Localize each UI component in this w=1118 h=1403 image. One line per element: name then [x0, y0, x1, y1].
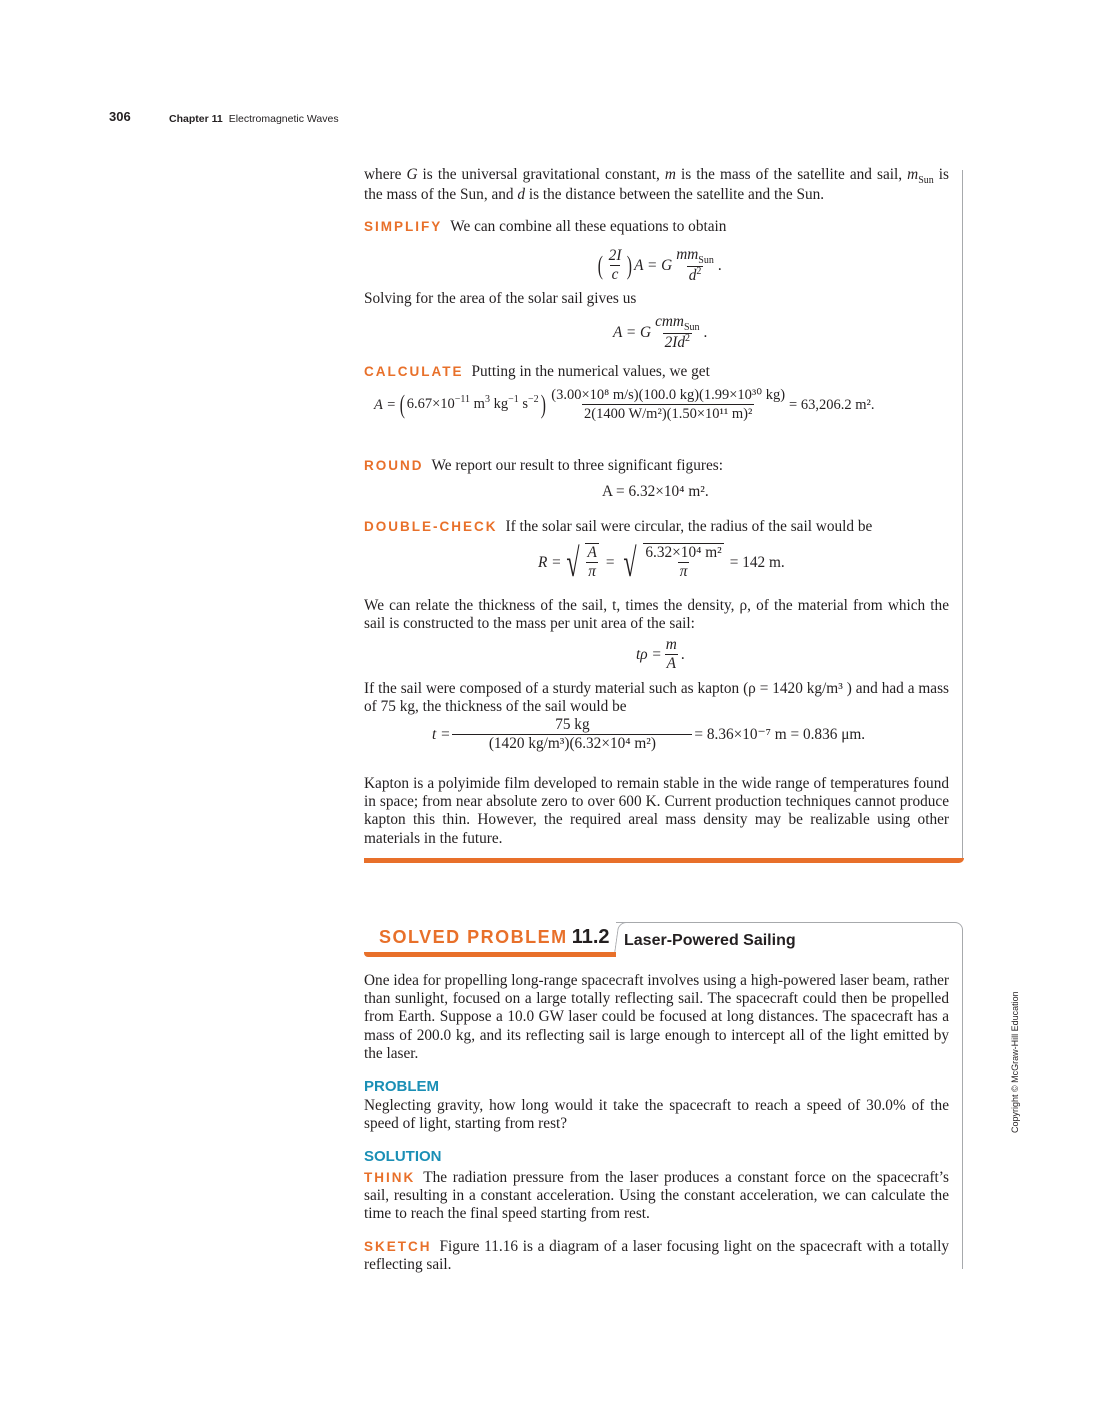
equation-3	[374, 386, 874, 423]
fraction	[664, 636, 679, 673]
numerator: A	[587, 544, 597, 561]
numerator: (3.00×10⁸ m/s)(100.0 kg)(1.99×10³⁰ kg)	[551, 387, 786, 403]
think-step	[364, 1169, 949, 1224]
text: where	[364, 166, 407, 183]
numerator: m	[665, 636, 677, 653]
numerator: 2I	[608, 246, 622, 264]
eq-text: A =	[374, 396, 397, 413]
denominator: c	[611, 266, 619, 284]
subscript: Sun	[698, 255, 714, 267]
text: is the mass of the satellite and sail,	[675, 166, 908, 183]
kapton-intro: If the sail were composed of a sturdy material such as kapton (ρ = 1420 kg/m³ ) and had a mass of 75 kg, the thickness of the sail would be	[364, 680, 949, 716]
denominator: (1420 kg/m³)(6.32×10⁴ m²)	[452, 734, 692, 753]
eq-text: t =	[432, 725, 451, 743]
round-result: A = 6.32×10⁴ m².	[602, 483, 709, 500]
var-msun: m	[907, 166, 919, 183]
var-m: m	[664, 166, 676, 183]
chapter-title: Electromagnetic Waves	[228, 113, 339, 125]
text: is the distance between the satellite and the Sun.	[525, 186, 825, 204]
gravitational-constant-factor: ( $6.67\times 10^{-11}$ $m^3$ $kg^{-1}$ $s^{-2}$)	[399, 389, 546, 419]
solved-intro: One idea for propelling long-range spacecraft involves using a high-powered laser beam, rather than sunlight, focused on a large totally reflecting sail. The spacecraft could then be propelled from Earth. Suppose a 10.0 GW laser could be focused at long distances. The spacecraft has a mass of 200.0 kg, and its reflecting sail is large enough to intercept all of the light emitted by the laser.	[364, 972, 949, 1062]
equation-2	[613, 313, 707, 352]
subscript: Sun	[683, 322, 700, 334]
eq-text: A = G	[634, 256, 673, 274]
eq-text: =	[605, 553, 615, 571]
step-text: We can combine all these equations to obtain	[450, 218, 727, 235]
numerator: 6.32×10⁴ m²	[645, 544, 722, 561]
step-label: DOUBLE-CHECK	[364, 519, 498, 534]
numerator: mm	[676, 246, 699, 263]
equation-t-rho	[636, 636, 685, 673]
equation-1: ( $\frac{2I}{c}$ ) A = G $\frac{mm_{Sun}}{d^2}$ .	[597, 246, 722, 285]
solved-problem-title: Laser-Powered Sailing	[624, 932, 796, 949]
thickness-paragraph: We can relate the thickness of the sail, t, times the density, ρ, of the material from which the sail is constructed to the mass per unit area of the sail:	[364, 597, 949, 633]
var-d: d	[517, 186, 526, 204]
exponent: −11	[454, 394, 471, 406]
problem-number: 11.2	[571, 926, 610, 948]
eq-text: 6.67×10	[406, 396, 455, 413]
problem-heading: PROBLEM	[364, 1078, 439, 1095]
step-text: We report our result to three significant figures:	[431, 457, 723, 474]
chapter-label: Chapter 11	[169, 113, 223, 125]
solved-problem-underline	[364, 952, 616, 957]
double-check-step	[364, 518, 949, 536]
problem-text: Neglecting gravity, how long would it take the spacecraft to reach a speed of 30.0% of the speed of light, starting from rest?	[364, 1097, 949, 1133]
period: .	[717, 256, 722, 274]
denominator: A	[666, 655, 676, 673]
fraction	[607, 247, 624, 284]
label: SOLVED PROBLEM	[379, 927, 568, 947]
step-text: Figure 11.16 is a diagram of a laser focusing light on the spacecraft with a totally reflecting sail.	[364, 1238, 949, 1274]
exponent: 3	[484, 394, 490, 406]
fraction	[452, 716, 692, 753]
step-label: CALCULATE	[364, 364, 464, 379]
eq-text: kg	[489, 396, 509, 413]
box-bottom-rule	[364, 858, 964, 863]
step-text: Putting in the numerical values, we get	[471, 363, 710, 380]
text: is the universal gravitational constant,	[417, 166, 665, 183]
denominator: d	[688, 267, 697, 285]
page-number: 306	[109, 109, 131, 124]
fraction	[653, 313, 701, 352]
sketch-step	[364, 1238, 949, 1274]
step-label: SIMPLIFY	[364, 219, 443, 234]
step-label: ROUND	[364, 458, 424, 473]
solution-heading: SOLUTION	[364, 1148, 442, 1165]
period: .	[680, 645, 685, 663]
eq-result: = 142 m.	[729, 553, 785, 571]
running-header	[169, 110, 339, 128]
kapton-paragraph: Kapton is a polyimide film developed to remain stable in the wide range of temperatures found in space; from near absolute zero to over 600 K. Current production techniques cannot produce kapton this thin. However, the required areal mass density may be realizable using other materials in the future.	[364, 775, 949, 847]
copyright-notice: Copyright © McGraw-Hill Education	[1010, 991, 1020, 1133]
eq-text: s	[518, 396, 528, 413]
step-text: The radiation pressure from the laser produces a constant force on the spacecraft’s sail, resulting in a constant acceleration. Using the constant acceleration, we can calculate the time to reach the final speed starting from rest.	[364, 1169, 949, 1223]
denominator: 2Id	[664, 334, 686, 352]
denominator: π	[588, 563, 596, 581]
thickness-equation	[432, 716, 865, 753]
fraction	[549, 386, 787, 423]
step-text: If the solar sail were circular, the radius of the sail would be	[505, 518, 873, 535]
solving-text: Solving for the area of the solar sail gives us	[364, 290, 637, 307]
subscript: Sun	[918, 175, 934, 187]
solved-problem-label	[379, 928, 610, 946]
denominator: π	[679, 563, 688, 581]
step-label: SKETCH	[364, 1239, 432, 1254]
fraction	[674, 246, 716, 285]
period: .	[703, 323, 708, 341]
radius-equation: R = √ $\frac{A}{\pi}$ = √ $\frac{\text{6.32×10⁴ m²}}{\pi}$ = 142 m.	[538, 540, 785, 585]
intro-paragraph	[364, 166, 949, 204]
simplify-step	[364, 218, 949, 236]
calculate-step	[364, 363, 949, 381]
numerator: cmm	[655, 313, 684, 330]
box-right-rule	[962, 170, 963, 860]
round-step	[364, 457, 949, 475]
exponent: −1	[508, 394, 519, 406]
eq-text: tρ =	[636, 645, 662, 663]
eq-text: m	[470, 396, 485, 413]
denominator: 2(1400 W/m²)(1.50×10¹¹ m)²	[584, 406, 753, 423]
eq-result: = 63,206.2 m².	[789, 396, 875, 413]
eq-text: A = G	[613, 323, 652, 341]
exponent: 2	[685, 333, 691, 345]
text: is the mass of the Sun, and	[364, 166, 950, 204]
numerator: 75 kg	[555, 716, 590, 733]
var-G: G	[406, 166, 418, 183]
eq-result: = 8.36×10⁻⁷ m = 0.836 μm.	[694, 725, 866, 743]
step-label: THINK	[364, 1170, 416, 1185]
eq-text: R =	[538, 553, 562, 571]
exponent: −2	[527, 394, 539, 406]
exponent: 2	[696, 266, 702, 278]
